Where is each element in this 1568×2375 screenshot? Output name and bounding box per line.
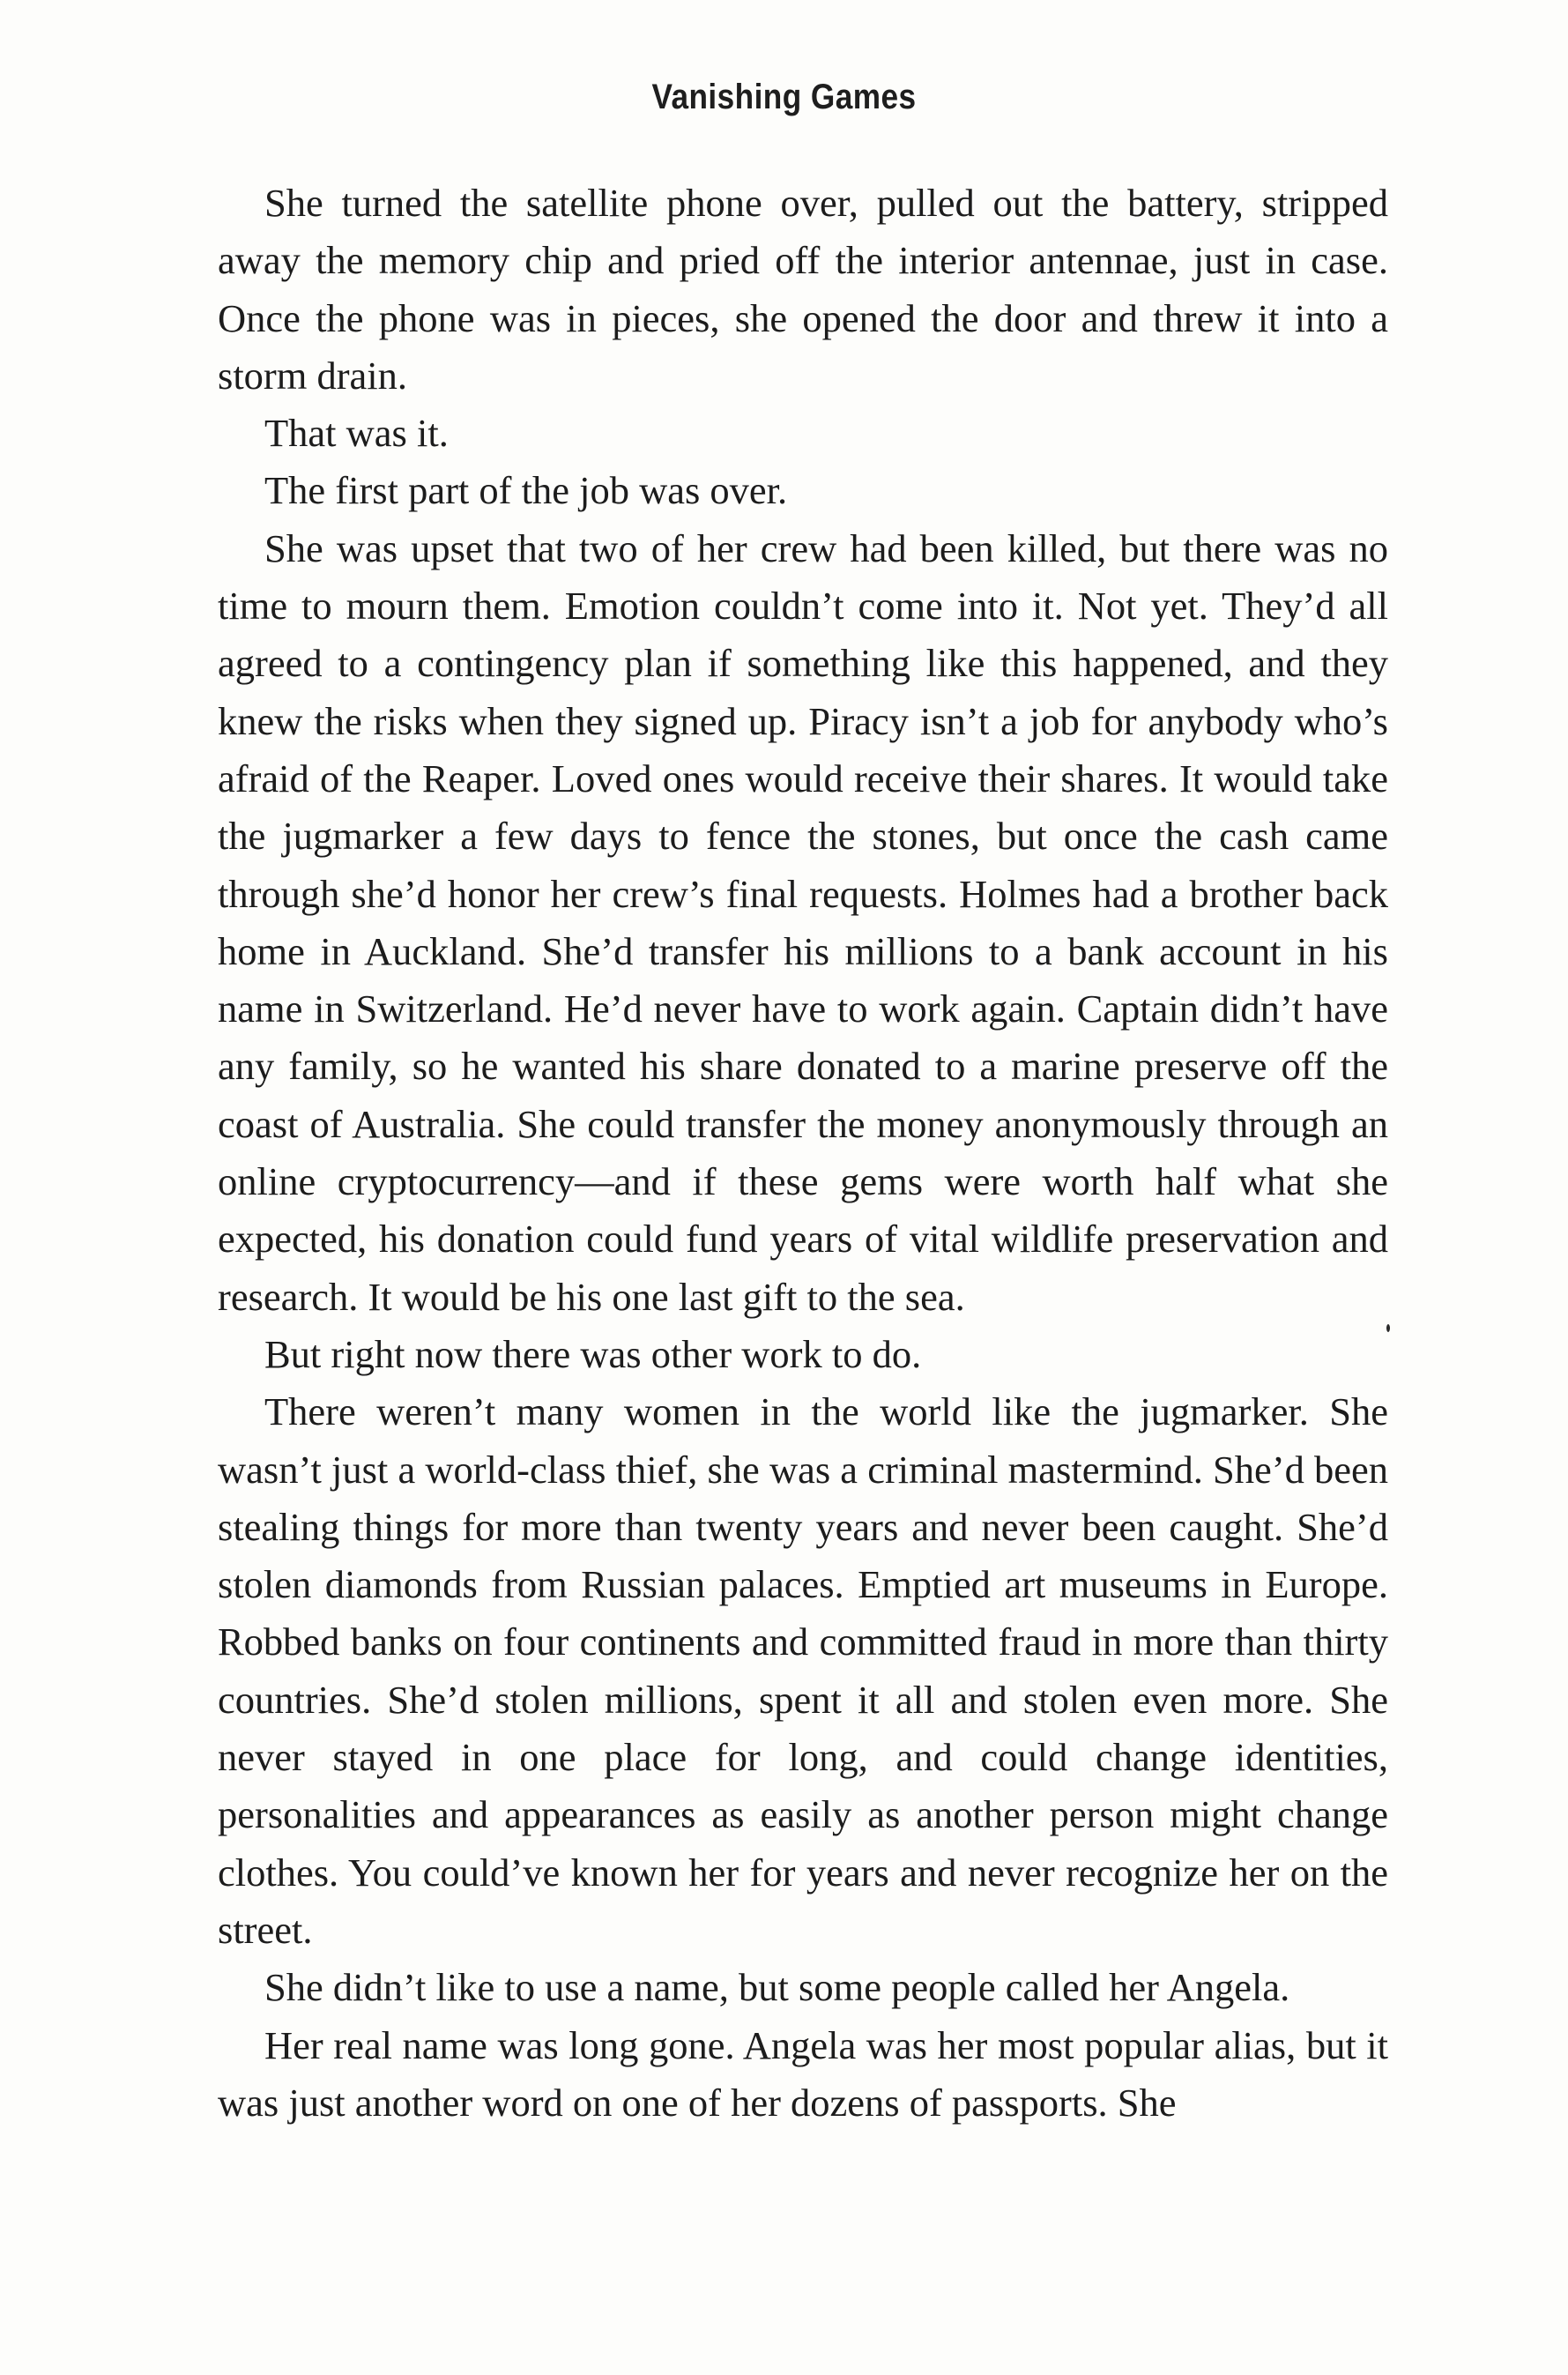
paragraph: The first part of the job was over.: [264, 468, 788, 513]
paragraph: There weren’t many women in the world like the jugmarker. She wasn’t just a world-class thief, she was a criminal mastermind. She’d been stealing things for more than twenty years and never been caught. She’d stolen diamonds from Russian palaces. Emptied art museums in Europe. Robbed banks on four continents and committed fraud in more than thirty countries. She’d stolen millions, spent it all and stolen even more. She never stayed in one place for long, and could change identities, personalities and appearances as easily as another person might change clothes. You could’ve known her for years and never recognize her on the street.: [218, 1389, 1388, 1952]
paragraph: But right now there was other work to do.: [264, 1331, 922, 1376]
paragraph: That was it.: [264, 411, 449, 456]
paragraph: She turned the satellite phone over, pulled out the battery, stripped away the memory chip and pried off the interior antennae, just in case. Once the phone was in pieces, she opened the door and threw it into a storm drain.: [218, 181, 1388, 398]
paragraph: She didn’t like to use a name, but some people called her Angela.: [264, 1965, 1290, 2010]
paragraph: She was upset that two of her crew had been killed, but there was no time to mourn them. Emotion couldn’t come into it. Not yet. They’d all agreed to a contingency plan if something like this happened, and they knew the risks when they signed up. Piracy isn’t a job for anybody who’s afraid of the Reaper. Loved ones would receive their shares. It would take the jugmarker a few days to fence the stones, but once the cash came through she’d honor her crew’s final requests. Holmes had a brother back home in Auckland. She’d transfer his millions to a bank account in his name in Switzerland. He’d never have to work again. Captain didn’t have any family, so he wanted his share donated to a marine preserve off the coast of Australia. She could transfer the money anonymously through an online cryptocurrency—and if these gems were worth half what she expected, his donation could fund years of vital wildlife preservation and research. It would be his one last gift to the sea.: [218, 525, 1388, 1319]
running-head-title: Vanishing Games: [651, 78, 917, 116]
scan-speck: [1386, 1324, 1390, 1332]
paragraph: Her real name was long gone. Angela was her most popular alias, but it was just another word on one of her dozens of passports. She: [218, 2022, 1388, 2125]
body-text: [218, 175, 1388, 2132]
